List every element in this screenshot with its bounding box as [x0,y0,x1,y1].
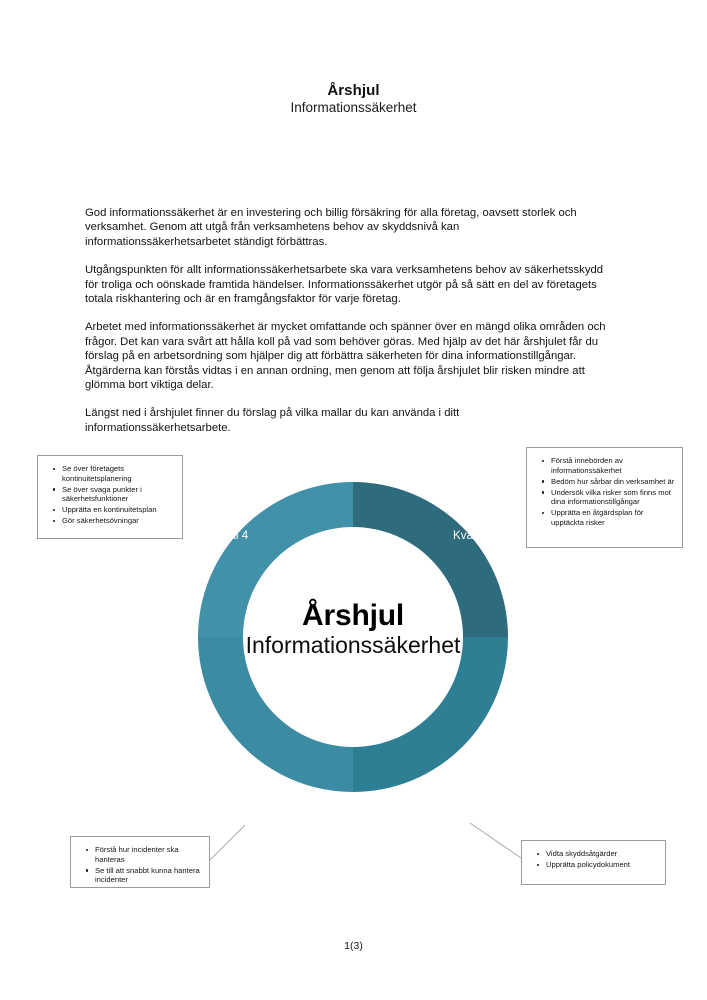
callout-box-q1 [526,447,683,548]
list-item: Upprätta policydokument [546,860,659,870]
list-item: Upprätta en kontinuitetsplan [62,505,176,515]
paragraph-1: God informationssäkerhet är en investering och billig försäkring för alla företag, oavsett storlek och verksamhet. Genom att utgå från verksamhetens behov av skyddsnivå kan informationssäkerhetsarbetet ständigt förbättras. [85,207,577,248]
list-item: Se över svaga punkter i säkerhetsfunktioner [62,485,176,504]
paragraph-2: Utgångspunkten för allt informationssäkerhetsarbete ska vara verksamhetens behov av säkerhetsskydd för troliga och oönskade framtida händelser. Informationssäkerhet utgör på så sätt en del av företagets totala riskhantering och är en framgångsfaktor för varje företag. [85,264,604,306]
list-item: Förstå innebörden av informationssäkerhet [551,456,676,475]
list-item: Undersök vilka risker som finns mot dina informationstillgångar [551,488,676,507]
wheel-center-subtitle: Informationssäkerhet [245,632,461,659]
paragraph-3: Arbetet med informationssäkerhet är mycket omfattande och spänner över en mängd olika områden och frågor. Det kan vara svårt att hålla koll på vad som behöver göras. Med hjälp av det här årshjulet får du förslag på en arbetsordning som hjälper dig att förbättra säkerheten för dina informationstillgångar. Åtgärderna kan förstås vidtas i en annan ordning, men genom att följa årshjulet blir risken mindre att glömma bort viktiga delar. [85,321,606,392]
callout-box-q3 [70,836,210,888]
body-text [85,206,608,435]
list-item: Gör säkerhetsövningar [62,516,176,526]
donut-segment-q2 [353,637,508,792]
wheel-center-text [223,600,483,659]
page-footer: 1(3) [344,940,363,952]
wheel-center-title: Årshjul [302,599,404,632]
document-subtitle: Informationssäkerhet [290,100,417,116]
document-title: Årshjul [327,82,380,99]
list-item: Se till att snabbt kunna hantera incidenter [95,866,203,885]
callout-box-q4 [37,455,183,539]
callout-list-q3 [75,845,203,885]
paragraph-4: Längst ned i årshjulet finner du förslag på vilka mallar du kan använda i ditt informationssäkerhetsarbete. [85,407,460,434]
callout-box-q2 [521,840,666,885]
document-header [0,82,707,116]
list-item: Förstå hur incidenter ska hanteras [95,845,203,864]
quarter-label-q2: Kvartal 2 [453,780,500,792]
list-item: Upprätta en åtgärdsplan för upptäckta risker [551,508,676,527]
quarter-label-q4: Kvartal 4 [202,530,249,542]
callout-list-q1 [531,456,676,528]
donut-segment-q3 [198,637,353,792]
list-item: Bedöm hur sårbar din verksamhet är [551,476,675,486]
callout-list-q2 [526,849,659,870]
callout-list-q4 [42,464,176,526]
quarter-label-q3: Kvartal 3 [201,780,248,792]
list-item: Se över företagets kontinuitetsplanering [62,464,176,483]
quarter-label-q1: Kvartal 1 [453,530,500,542]
list-item: Vidta skyddsåtgärder [546,849,659,859]
